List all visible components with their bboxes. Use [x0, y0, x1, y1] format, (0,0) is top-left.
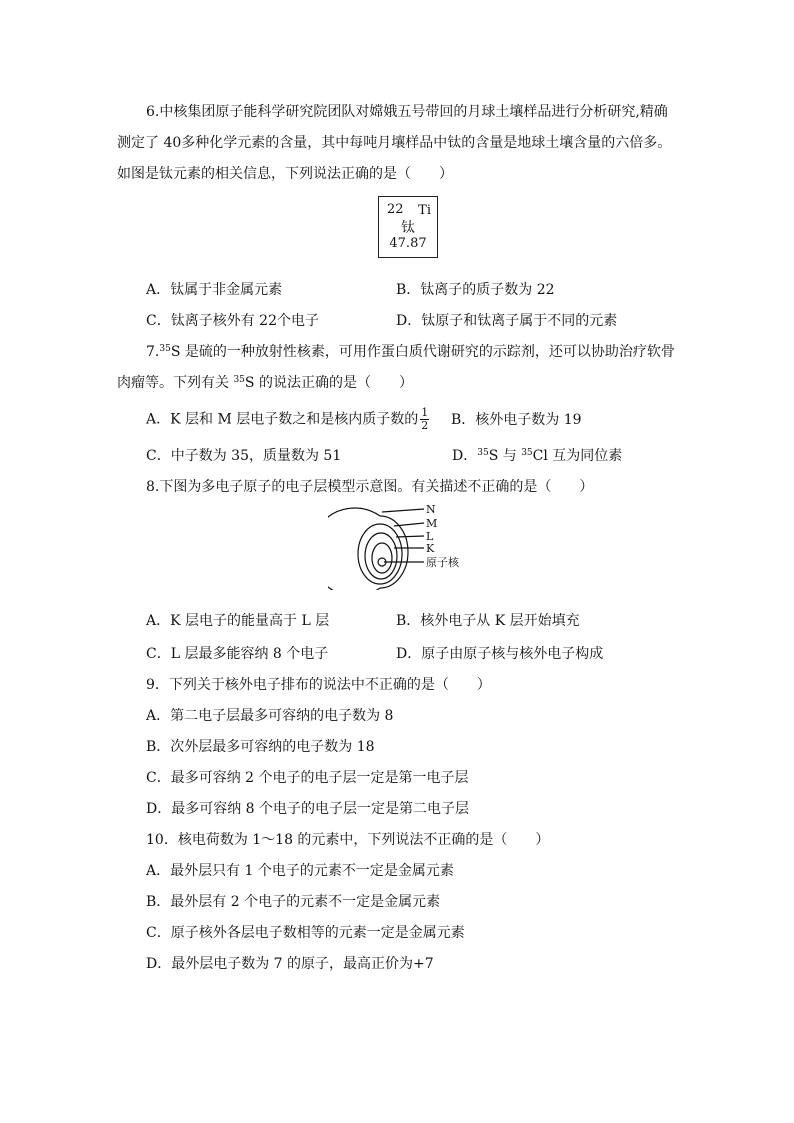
q7-option-b: B．核外电子数为 19 — [451, 412, 582, 428]
q8-stem: 8.下图为多电子原子的电子层模型示意图。有关描述不正确的是（ ） — [146, 479, 594, 495]
q7-option-a-text: A．K 层和 M 层电子数之和是核内质子数的 — [146, 411, 419, 428]
q6-stem-line2: 测定了 40多种化学元素的含量，其中每吨月壤样品中钛的含量是地球土壤含量的六倍多。 — [117, 135, 672, 151]
q10-option-b: B．最外层有 2 个电子的元素不一定是金属元素 — [146, 894, 441, 910]
element-symbol: Ti — [418, 203, 431, 218]
q7-mass-superscript-2: 35 — [233, 375, 245, 385]
one-half-fraction — [420, 408, 429, 431]
shell-n-arc — [328, 508, 380, 590]
q7-option-d-sup2: 35 — [521, 448, 533, 458]
element-name: 钛 — [401, 220, 415, 236]
q6-option-d: D．钛原子和钛离子属于不同的元素 — [396, 313, 618, 329]
q8-option-b: B．核外电子从 K 层开始填充 — [396, 613, 580, 629]
label-nucleus: 原子核 — [426, 556, 459, 569]
leader-n — [382, 509, 424, 512]
q9-option-a: A．第二电子层最多可容纳的电子数为 8 — [146, 708, 394, 724]
q7-line2-text-b: S 的说法正确的是（ ） — [244, 375, 413, 391]
q7-option-d — [452, 446, 622, 466]
atomic-mass: 47.87 — [389, 236, 427, 251]
label-k: K — [426, 542, 435, 555]
label-m: M — [426, 517, 438, 530]
q10-option-c: C．原子核外各层电子数相等的元素一定是金属元素 — [146, 925, 465, 941]
q9-stem: 9．下列关于核外电子排布的说法中不正确的是（ ） — [146, 677, 491, 693]
q9-option-c: C．最多可容纳 2 个电子的电子层一定是第一电子层 — [146, 770, 469, 786]
electron-shell-diagram — [328, 500, 478, 590]
q7-option-c: C．中子数为 35，质量数为 51 — [146, 448, 342, 464]
q7-option-a — [146, 408, 431, 431]
q8-option-c: C．L 层最多能容纳 8 个电子 — [146, 646, 329, 662]
q6-option-a: A．钛属于非金属元素 — [146, 282, 283, 298]
label-n: N — [426, 503, 436, 516]
fraction-denominator: 2 — [421, 419, 429, 432]
q8-option-a: A．K 层电子的能量高于 L 层 — [146, 613, 330, 629]
q6-stem-line1: 6.中核集团原子能科学研究院团队对嫦娥五号带回的月球土壤样品进行分析研究,精确 — [146, 104, 668, 120]
q10-option-a: A．最外层只有 1 个电子的元素不一定是金属元素 — [146, 863, 454, 879]
q7-option-d-text-c: Cl 互为同位素 — [532, 448, 623, 464]
q6-stem-line3: 如图是钛元素的相关信息，下列说法正确的是（ ） — [117, 166, 453, 182]
q7-mass-superscript: 35 — [159, 344, 171, 354]
q7-option-d-sup1: 35 — [477, 448, 489, 458]
fraction-numerator: 1 — [421, 406, 429, 419]
q7-number: 7. — [146, 344, 160, 360]
leader-l — [396, 536, 424, 537]
q7-line2-text-a: 肉瘤等。下列有关 — [117, 375, 234, 391]
q8-option-d: D．原子由原子核与核外电子构成 — [396, 646, 604, 662]
label-l: L — [426, 530, 434, 543]
q6-option-b: B．钛离子的质子数为 22 — [396, 282, 555, 298]
titanium-element-card — [378, 196, 438, 258]
q7-option-d-prefix: D． — [452, 448, 478, 464]
atomic-number: 22 — [387, 202, 404, 217]
q10-option-d: D．最外层电子数为 7 的原子，最高正价为+7 — [146, 956, 434, 972]
q10-stem: 10．核电荷数为 1～18 的元素中，下列说法不正确的是（ ） — [146, 832, 550, 848]
q9-option-b: B．次外层最多可容纳的电子数为 18 — [146, 739, 375, 755]
q6-option-c: C．钛离子核外有 22个电子 — [146, 313, 319, 329]
q7-stem-line2 — [117, 373, 413, 393]
q7-option-d-text-b: S 与 — [488, 448, 522, 464]
q7-line1-text: S 是硫的一种放射性核素，可用作蛋白质代谢研究的示踪剂，还可以协助治疗软骨 — [170, 344, 675, 360]
q9-option-d: D．最多可容纳 8 个电子的电子层一定是第二电子层 — [146, 801, 470, 817]
q7-stem-line1 — [146, 342, 675, 362]
